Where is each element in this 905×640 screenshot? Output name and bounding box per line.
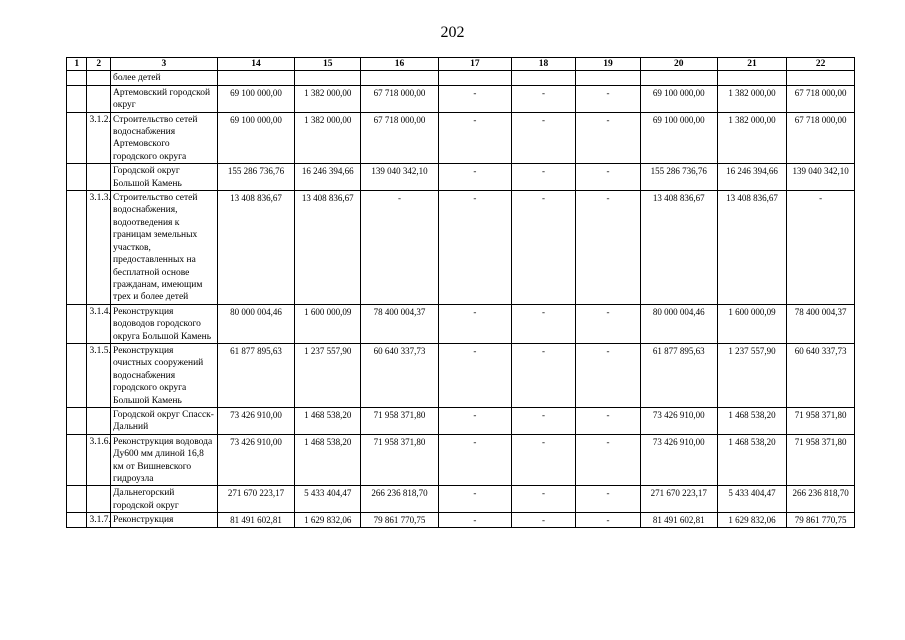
value-cell: - <box>438 513 511 527</box>
value-cell: 16 246 394,66 <box>295 164 361 191</box>
value-cell: 266 236 818,70 <box>787 486 855 513</box>
value-cell: 13 408 836,67 <box>217 191 295 305</box>
value-cell: 1 382 000,00 <box>295 112 361 164</box>
value-cell: 1 237 557,90 <box>295 343 361 407</box>
value-cell: 73 426 910,00 <box>217 434 295 486</box>
row-name: более детей <box>111 71 218 85</box>
table-row <box>67 71 855 85</box>
value-cell: 61 877 895,63 <box>640 343 717 407</box>
value-cell: - <box>576 85 641 112</box>
value-cell: 271 670 223,17 <box>640 486 717 513</box>
value-cell: - <box>438 486 511 513</box>
value-cell: 61 877 895,63 <box>217 343 295 407</box>
value-cell <box>717 71 787 85</box>
row-name: Дальнегорский городской округ <box>111 486 218 513</box>
row-col-1 <box>67 343 87 407</box>
value-cell: - <box>576 486 641 513</box>
value-cell: 73 426 910,00 <box>640 434 717 486</box>
column-header: 20 <box>640 58 717 71</box>
value-cell: - <box>511 304 576 343</box>
value-cell: 80 000 004,46 <box>640 304 717 343</box>
column-header: 16 <box>361 58 439 71</box>
row-name: Строительство сетей водоснабжения, водоотведения к границам земельных участков, предоставленных на бесплатной основе гражданам, имеющим трех и более детей <box>111 191 218 305</box>
row-number: 3.1.2. <box>87 112 111 164</box>
row-col-1 <box>67 434 87 486</box>
table-row <box>67 407 855 434</box>
value-cell: 79 861 770,75 <box>787 513 855 527</box>
row-number <box>87 486 111 513</box>
row-col-1 <box>67 486 87 513</box>
value-cell: 13 408 836,67 <box>295 191 361 305</box>
value-cell <box>361 71 439 85</box>
column-header: 21 <box>717 58 787 71</box>
value-cell: 71 958 371,80 <box>787 407 855 434</box>
row-col-1 <box>67 304 87 343</box>
value-cell: 81 491 602,81 <box>217 513 295 527</box>
value-cell: - <box>511 434 576 486</box>
value-cell: 80 000 004,46 <box>217 304 295 343</box>
row-number <box>87 164 111 191</box>
value-cell <box>217 71 295 85</box>
row-number <box>87 85 111 112</box>
value-cell <box>511 71 576 85</box>
value-cell: 155 286 736,76 <box>217 164 295 191</box>
value-cell: 1 382 000,00 <box>717 112 787 164</box>
value-cell: 71 958 371,80 <box>787 434 855 486</box>
value-cell: - <box>511 343 576 407</box>
budget-table <box>66 57 855 528</box>
value-cell: 1 382 000,00 <box>717 85 787 112</box>
value-cell: 60 640 337,73 <box>361 343 439 407</box>
row-col-1 <box>67 407 87 434</box>
table-row <box>67 112 855 164</box>
value-cell <box>640 71 717 85</box>
column-header: 17 <box>438 58 511 71</box>
value-cell: 5 433 404,47 <box>717 486 787 513</box>
column-header: 14 <box>217 58 295 71</box>
row-number: 3.1.3. <box>87 191 111 305</box>
value-cell: - <box>576 304 641 343</box>
row-name: Городской округ Большой Камень <box>111 164 218 191</box>
value-cell: - <box>438 434 511 486</box>
value-cell: 67 718 000,00 <box>787 112 855 164</box>
table-body <box>67 71 855 527</box>
header-row <box>67 58 855 71</box>
value-cell: - <box>438 191 511 305</box>
row-name: Городской округ Спасск-Дальний <box>111 407 218 434</box>
value-cell: - <box>511 407 576 434</box>
value-cell: - <box>511 164 576 191</box>
value-cell: - <box>438 343 511 407</box>
value-cell: 69 100 000,00 <box>640 85 717 112</box>
table-row <box>67 304 855 343</box>
value-cell: 1 468 538,20 <box>717 407 787 434</box>
table-row <box>67 343 855 407</box>
value-cell: 1 629 832,06 <box>295 513 361 527</box>
value-cell: 81 491 602,81 <box>640 513 717 527</box>
value-cell: 78 400 004,37 <box>787 304 855 343</box>
row-number: 3.1.7. <box>87 513 111 527</box>
value-cell <box>787 71 855 85</box>
value-cell: 67 718 000,00 <box>787 85 855 112</box>
value-cell: - <box>787 191 855 305</box>
column-header: 22 <box>787 58 855 71</box>
value-cell: - <box>576 434 641 486</box>
value-cell: 1 468 538,20 <box>717 434 787 486</box>
table-row <box>67 486 855 513</box>
value-cell: 78 400 004,37 <box>361 304 439 343</box>
value-cell: 1 382 000,00 <box>295 85 361 112</box>
row-col-1 <box>67 191 87 305</box>
row-name: Строительство сетей водоснабжения Артемовского городского округа <box>111 112 218 164</box>
value-cell: 266 236 818,70 <box>361 486 439 513</box>
value-cell: 139 040 342,10 <box>787 164 855 191</box>
value-cell: 155 286 736,76 <box>640 164 717 191</box>
row-col-1 <box>67 112 87 164</box>
value-cell: - <box>511 513 576 527</box>
column-header: 15 <box>295 58 361 71</box>
table-row <box>67 191 855 305</box>
value-cell: 79 861 770,75 <box>361 513 439 527</box>
value-cell: - <box>361 191 439 305</box>
value-cell <box>576 71 641 85</box>
value-cell: - <box>438 407 511 434</box>
row-col-1 <box>67 71 87 85</box>
value-cell: - <box>511 85 576 112</box>
value-cell: 1 237 557,90 <box>717 343 787 407</box>
value-cell: 69 100 000,00 <box>217 112 295 164</box>
value-cell: 71 958 371,80 <box>361 407 439 434</box>
row-col-1 <box>67 85 87 112</box>
row-col-1 <box>67 164 87 191</box>
row-name: Реконструкция водовода Ду600 мм длиной 16,8 км от Вишневского гидроузла <box>111 434 218 486</box>
column-header: 19 <box>576 58 641 71</box>
value-cell: 1 468 538,20 <box>295 407 361 434</box>
column-header: 18 <box>511 58 576 71</box>
value-cell: 67 718 000,00 <box>361 112 439 164</box>
table-row <box>67 164 855 191</box>
row-name: Реконструкция водоводов городского округа Большой Камень <box>111 304 218 343</box>
table-row <box>67 85 855 112</box>
value-cell: 60 640 337,73 <box>787 343 855 407</box>
value-cell: 69 100 000,00 <box>640 112 717 164</box>
page-number: 202 <box>440 24 465 41</box>
row-number: 3.1.6. <box>87 434 111 486</box>
row-name: Артемовский городской округ <box>111 85 218 112</box>
value-cell: 71 958 371,80 <box>361 434 439 486</box>
table-row <box>67 513 855 527</box>
value-cell: 16 246 394,66 <box>717 164 787 191</box>
row-number <box>87 407 111 434</box>
value-cell: 69 100 000,00 <box>217 85 295 112</box>
value-cell: 5 433 404,47 <box>295 486 361 513</box>
value-cell <box>295 71 361 85</box>
value-cell: 73 426 910,00 <box>640 407 717 434</box>
value-cell: - <box>576 343 641 407</box>
value-cell: - <box>576 191 641 305</box>
value-cell: 73 426 910,00 <box>217 407 295 434</box>
value-cell: 13 408 836,67 <box>717 191 787 305</box>
table-row <box>67 434 855 486</box>
value-cell: 139 040 342,10 <box>361 164 439 191</box>
value-cell: - <box>576 164 641 191</box>
row-name: Реконструкция очистных сооружений водоснабжения городского округа Большой Камень <box>111 343 218 407</box>
value-cell: - <box>576 112 641 164</box>
value-cell <box>438 71 511 85</box>
row-number <box>87 71 111 85</box>
value-cell: 67 718 000,00 <box>361 85 439 112</box>
value-cell: - <box>438 164 511 191</box>
value-cell: - <box>511 191 576 305</box>
row-col-1 <box>67 513 87 527</box>
column-header: 3 <box>111 58 218 71</box>
row-name: Реконструкция <box>111 513 218 527</box>
value-cell: - <box>511 486 576 513</box>
column-header: 1 <box>67 58 87 71</box>
value-cell: - <box>576 513 641 527</box>
value-cell: 271 670 223,17 <box>217 486 295 513</box>
value-cell: 1 600 000,09 <box>295 304 361 343</box>
value-cell: - <box>438 85 511 112</box>
value-cell: - <box>438 304 511 343</box>
value-cell: - <box>576 407 641 434</box>
value-cell: - <box>511 112 576 164</box>
row-number: 3.1.4. <box>87 304 111 343</box>
value-cell: 1 629 832,06 <box>717 513 787 527</box>
value-cell: 13 408 836,67 <box>640 191 717 305</box>
row-number: 3.1.5. <box>87 343 111 407</box>
value-cell: 1 468 538,20 <box>295 434 361 486</box>
column-header: 2 <box>87 58 111 71</box>
value-cell: 1 600 000,09 <box>717 304 787 343</box>
value-cell: - <box>438 112 511 164</box>
